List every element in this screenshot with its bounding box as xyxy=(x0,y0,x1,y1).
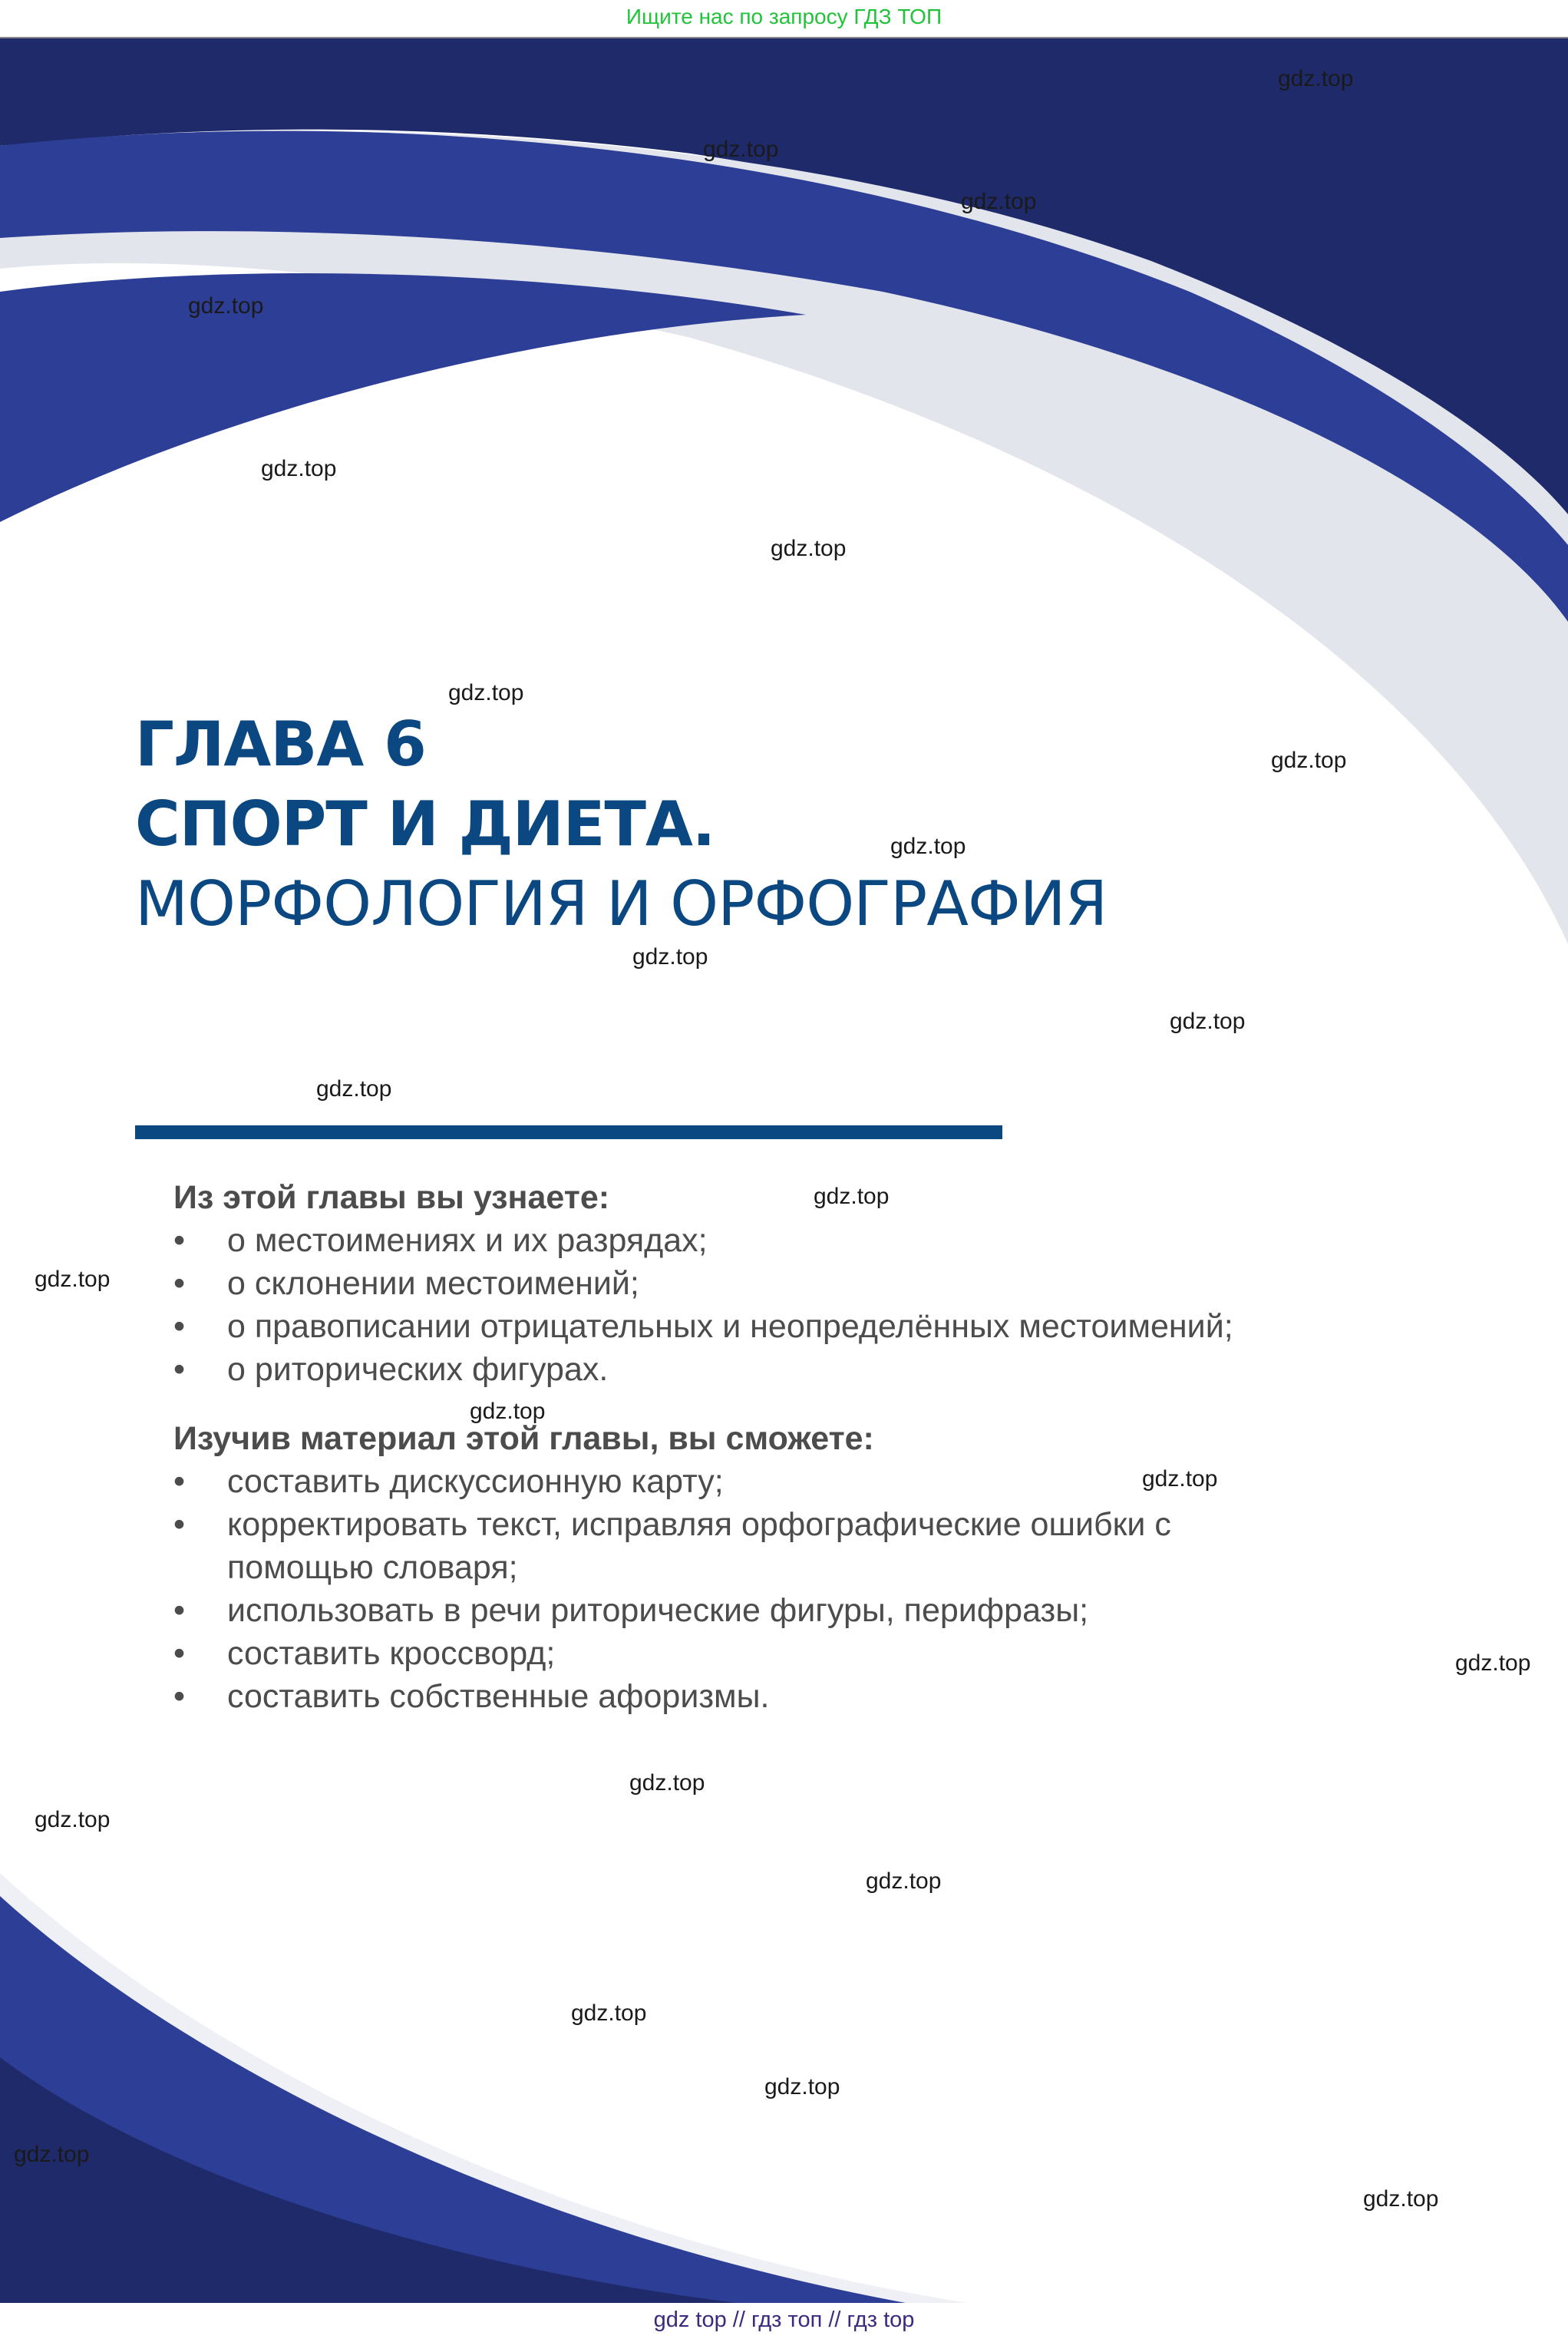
learn-item xyxy=(173,1219,1401,1262)
chapter-subtitle: МОРФОЛОГИЯ И ОРФОГРАФИЯ xyxy=(135,868,1108,940)
skills-list xyxy=(173,1460,1401,1718)
decorative-waves xyxy=(0,38,1568,2303)
top-banner[interactable]: Ищите нас по запросу ГДЗ ТОП xyxy=(626,5,942,28)
skills-item-text: составить дискуссионную карту; xyxy=(227,1463,724,1500)
watermark: gdz.top xyxy=(632,944,708,970)
watermark: gdz.top xyxy=(470,1399,546,1424)
skills-item-text: корректировать текст, исправляя орфографические ошибки с помощью словаря; xyxy=(227,1506,1171,1586)
watermark: gdz.top xyxy=(448,680,524,705)
watermark: gdz.top xyxy=(316,1076,392,1102)
watermark: gdz.top xyxy=(35,1807,111,1832)
watermark: gdz.top xyxy=(1278,66,1354,91)
watermark: gdz.top xyxy=(703,137,779,162)
learn-item xyxy=(173,1305,1401,1348)
learn-item-text: о правописании отрицательных и неопределённых местоимений; xyxy=(227,1308,1233,1345)
watermark: gdz.top xyxy=(1363,2186,1439,2212)
bullet: • xyxy=(173,1222,186,1259)
bullet: • xyxy=(173,1265,186,1302)
skills-item-text: составить кроссворд; xyxy=(227,1635,556,1672)
watermark: gdz.top xyxy=(571,2000,647,2026)
learn-item xyxy=(173,1262,1401,1305)
chapter-number: ГЛАВА 6 xyxy=(135,709,426,780)
skills-item xyxy=(173,1589,1401,1632)
watermark: gdz.top xyxy=(1271,748,1347,773)
watermark: gdz.top xyxy=(35,1267,111,1292)
watermark: gdz.top xyxy=(890,834,966,859)
watermark: gdz.top xyxy=(771,536,847,561)
bullet: • xyxy=(173,1351,186,1388)
watermark: gdz.top xyxy=(261,456,337,481)
watermark: gdz.top xyxy=(1455,1650,1531,1676)
watermark: gdz.top xyxy=(961,189,1037,214)
bullet: • xyxy=(173,1463,186,1500)
chapter-goals xyxy=(173,1176,1401,1718)
skills-heading: Изучив материал этой главы, вы сможете: xyxy=(173,1420,874,1457)
section-gap xyxy=(173,1391,1401,1417)
learn-list xyxy=(173,1219,1401,1391)
watermark: gdz.top xyxy=(629,1770,705,1796)
bullet: • xyxy=(173,1592,186,1629)
watermark: gdz.top xyxy=(866,1868,942,1894)
skills-item-text: использовать в речи риторические фигуры, перифразы; xyxy=(227,1592,1089,1629)
bullet: • xyxy=(173,1678,186,1715)
learn-item-text: о риторических фигурах. xyxy=(227,1351,609,1388)
watermark: gdz.top xyxy=(1170,1009,1246,1034)
learn-item-text: о местоимениях и их разрядах; xyxy=(227,1222,708,1259)
bullet: • xyxy=(173,1506,186,1543)
skills-item xyxy=(173,1675,1401,1718)
bullet: • xyxy=(173,1308,186,1345)
wave-top-left-arc xyxy=(0,273,806,522)
watermark: gdz.top xyxy=(814,1184,890,1209)
learn-item-text: о склонении местоимений; xyxy=(227,1265,639,1302)
watermark: gdz.top xyxy=(188,293,264,319)
learn-heading: Из этой главы вы узнаете: xyxy=(173,1179,610,1216)
watermark: gdz.top xyxy=(764,2074,840,2099)
skills-item xyxy=(173,1632,1401,1675)
bullet: • xyxy=(173,1635,186,1672)
title-underline-bar xyxy=(135,1125,1002,1139)
watermark: gdz.top xyxy=(1142,1466,1218,1492)
learn-item xyxy=(173,1348,1401,1391)
skills-item-text: составить собственные афоризмы. xyxy=(227,1678,770,1715)
chapter-title: СПОРТ И ДИЕТА. xyxy=(135,788,715,860)
watermark: gdz.top xyxy=(14,2142,90,2167)
footer-links[interactable]: gdz top // гдз топ // гдз top xyxy=(653,2308,915,2332)
chapter-title-block xyxy=(135,705,1440,944)
skills-item xyxy=(173,1503,1325,1589)
